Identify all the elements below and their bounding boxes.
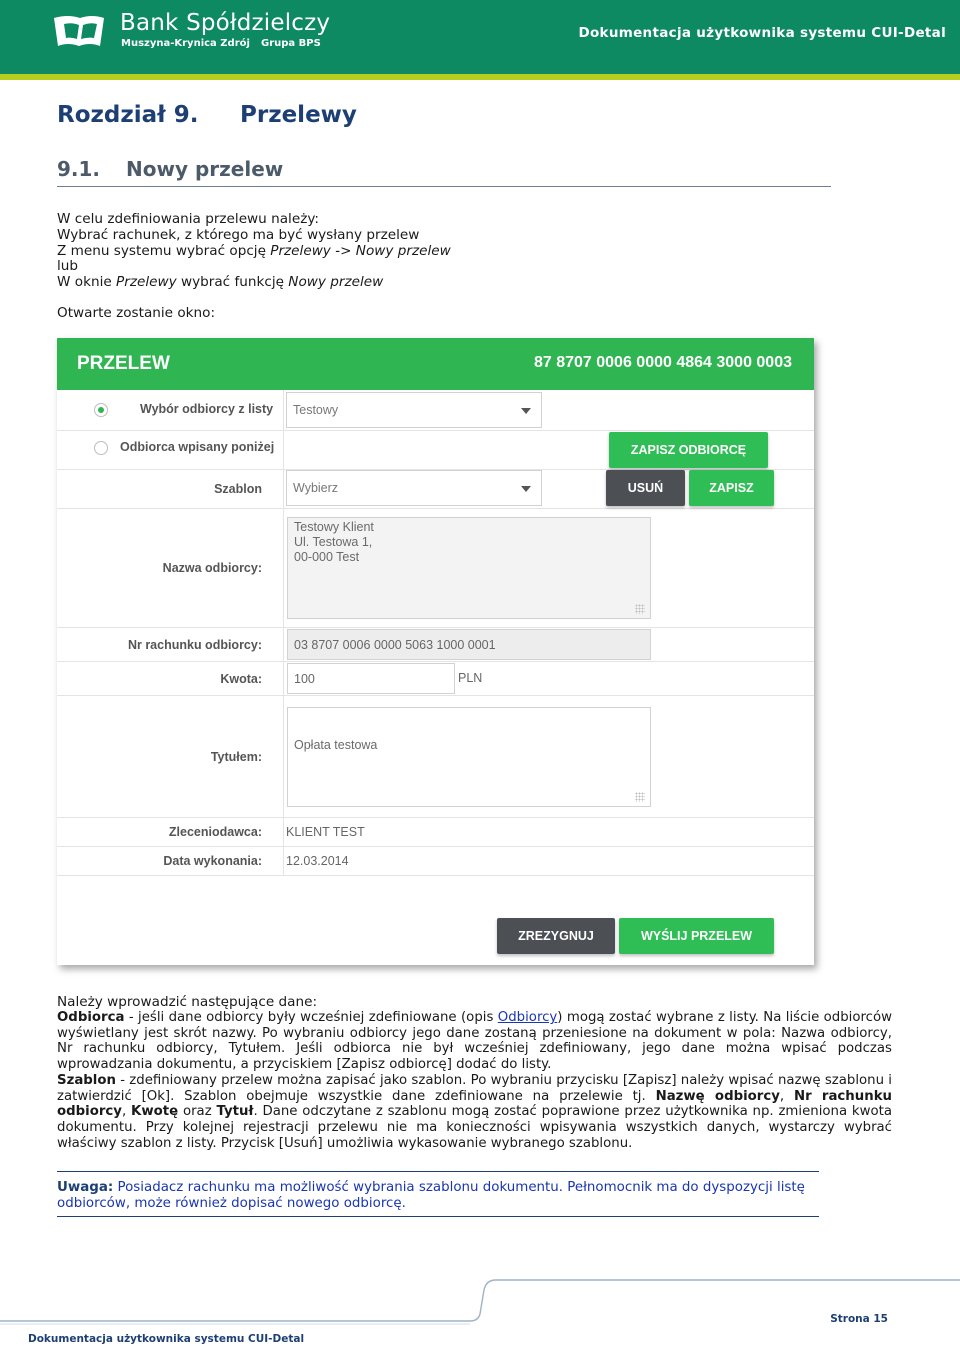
- transfer-title-field[interactable]: [287, 707, 651, 807]
- bank-logo-icon: [50, 12, 108, 52]
- save-template-button[interactable]: ZAPISZ: [689, 470, 774, 506]
- row-divider: [57, 627, 814, 628]
- footer-doc-title: Dokumentacja użytkownika systemu CUI-Detal: [28, 1333, 305, 1345]
- transfer-title-value: Opłata testowa: [294, 738, 378, 752]
- form-header: [57, 338, 814, 390]
- note-bottom-rule: [57, 1216, 819, 1217]
- note-box: [57, 1180, 832, 1212]
- chapter-number: Rozdział 9.: [57, 102, 199, 128]
- save-recipient-button[interactable]: ZAPISZ ODBIORCĘ: [609, 432, 768, 468]
- column-divider: [283, 390, 284, 875]
- page-header: [0, 0, 960, 74]
- intro-line-4: lub: [57, 258, 79, 274]
- source-account-number: 87 8707 0006 0000 4864 3000 0003: [533, 354, 792, 371]
- send-transfer-button[interactable]: WYŚLIJ PRZELEW: [619, 918, 774, 954]
- recipient-name-field[interactable]: [287, 517, 651, 619]
- template-select-value: Wybierz: [293, 481, 339, 495]
- recipient-select-value: Testowy: [293, 403, 339, 417]
- recipient-account-value: 03 8707 0006 0000 5063 1000 0001: [294, 638, 496, 652]
- recipient-name-label: Nazwa odbiorcy:: [162, 561, 262, 575]
- recipient-account-label: Nr rachunku odbiorcy:: [127, 638, 262, 652]
- row-divider: [57, 846, 814, 847]
- ordering-party-label: Zleceniodawca:: [168, 825, 262, 839]
- window-opened-text: Otwarte zostanie okno:: [57, 305, 216, 321]
- recipient-description: Odbiorca - jeśli dane odbiorcy były wcześniej zdefiniowane (opis Odbiorcy) mogą zostać wybrane z listy. Na liście odbiorców wyświetlany jest skrót nazwy. Po wybraniu odbiorcy jego dane zostaną przeniesione na dokument w pola: Nazwa odbiorcy, Nr rachunku odbiorcy, Tytułem. Jeśli odbiorca nie był wcześniej zdefiniowany, jego dane można wpisać podczas wprowadzania dokumentu, a przyciskiem [Zapisz odbiorcę] dodać do listy.: [57, 1010, 892, 1073]
- section-number: 9.1.: [57, 157, 101, 181]
- row-divider: [57, 430, 814, 431]
- bank-name: Bank Spółdzielczy: [120, 10, 331, 36]
- execution-date-label: Data wykonania:: [163, 854, 262, 868]
- note-label: Uwaga:: [57, 1180, 114, 1195]
- currency-label: PLN: [458, 671, 483, 685]
- radio-select-from-list[interactable]: [94, 403, 108, 417]
- row-divider: [57, 508, 814, 509]
- header-doc-title: Dokumentacja użytkownika systemu CUI-Detal: [578, 25, 946, 41]
- row-divider: [57, 661, 814, 662]
- radio-select-from-list-label: Wybór odbiorcy z listy: [140, 402, 274, 416]
- note-top-rule: [57, 1171, 819, 1172]
- row-divider: [57, 817, 814, 818]
- recipient-select[interactable]: [286, 392, 542, 428]
- header-accent-line: [0, 74, 960, 80]
- row-divider: [57, 695, 814, 696]
- delete-template-button[interactable]: USUŃ: [606, 470, 685, 506]
- amount-field[interactable]: [287, 663, 455, 694]
- bank-city: Muszyna-Krynica Zdrój: [121, 38, 250, 49]
- form-title: PRZELEW: [77, 353, 170, 374]
- template-select[interactable]: [286, 470, 542, 506]
- transfer-form-screenshot: [57, 338, 814, 965]
- amount-value: 100: [294, 672, 315, 686]
- recipient-address-line: Ul. Testowa 1,: [294, 535, 373, 549]
- ordering-party-value: KLIENT TEST: [286, 825, 365, 839]
- chevron-down-icon: [521, 486, 531, 492]
- radio-manual-recipient-label: Odbiorca wpisany poniżej: [120, 440, 275, 454]
- intro-line-1: W celu zdefiniowania przelewu należy:: [57, 211, 319, 227]
- recipient-account-field[interactable]: [287, 629, 651, 660]
- cancel-button[interactable]: ZREZYGNUJ: [497, 918, 615, 954]
- row-divider: [57, 875, 814, 876]
- page-number: Strona 15: [830, 1313, 888, 1325]
- footer-decoration: [0, 1270, 960, 1330]
- note-text: Posiadacz rachunku ma możliwość wybrania szablonu dokumentu. Pełnomocnik ma do dyspozycji listę odbiorców, może również dopisać nowego odbiorcę.: [57, 1180, 805, 1211]
- chapter-title: Przelewy: [240, 102, 357, 128]
- bank-group: Grupa BPS: [261, 38, 321, 49]
- radio-manual-recipient[interactable]: [94, 441, 108, 455]
- recipient-name-line: Testowy Klient: [294, 520, 374, 534]
- fields-lead-text: Należy wprowadzić następujące dane:: [57, 994, 318, 1010]
- transfer-title-label: Tytułem:: [210, 750, 262, 764]
- amount-label: Kwota:: [220, 672, 262, 686]
- resize-grip-icon[interactable]: [635, 604, 645, 614]
- execution-date-value: 12.03.2014: [286, 854, 349, 868]
- template-description: Szablon - zdefiniowany przelew można zapisać jako szablon. Po wybraniu przycisku [Zapisz] należy wpisać nazwę szablonu i zatwierdzić [Ok]. Szablon obejmuje wszystkie dane zdefiniowane na przelewie tj. Nazwę odbiorcy, Nr rachunku odbiorcy, Kwotę oraz Tytuł. Dane odczytane z szablonu mogą zostać poprawione przez użytkownika np. zmieniona kwota dokumentu. Przy kolejnej rejestracji przelewu nie ma konieczności wpisywania wszystkich danych, wystarczy wybrać właściwy szablon z listy. Przycisk [Usuń] umożliwia wykasowanie wybranego szablonu.: [57, 1073, 893, 1151]
- intro-line-3: Z menu systemu wybrać opcję Przelewy -> Nowy przelew: [57, 243, 451, 259]
- section-rule: [57, 186, 831, 187]
- template-label: Szablon: [214, 482, 262, 496]
- resize-grip-icon[interactable]: [635, 792, 645, 802]
- intro-line-5: W oknie Przelewy wybrać funkcję Nowy przelew: [57, 274, 384, 290]
- recipients-link[interactable]: Odbiorcy: [497, 1010, 558, 1025]
- section-title: Nowy przelew: [126, 157, 284, 181]
- recipient-postcode-line: 00-000 Test: [294, 550, 360, 564]
- chevron-down-icon: [521, 408, 531, 414]
- intro-line-2: Wybrać rachunek, z którego ma być wysłany przelew: [57, 227, 420, 243]
